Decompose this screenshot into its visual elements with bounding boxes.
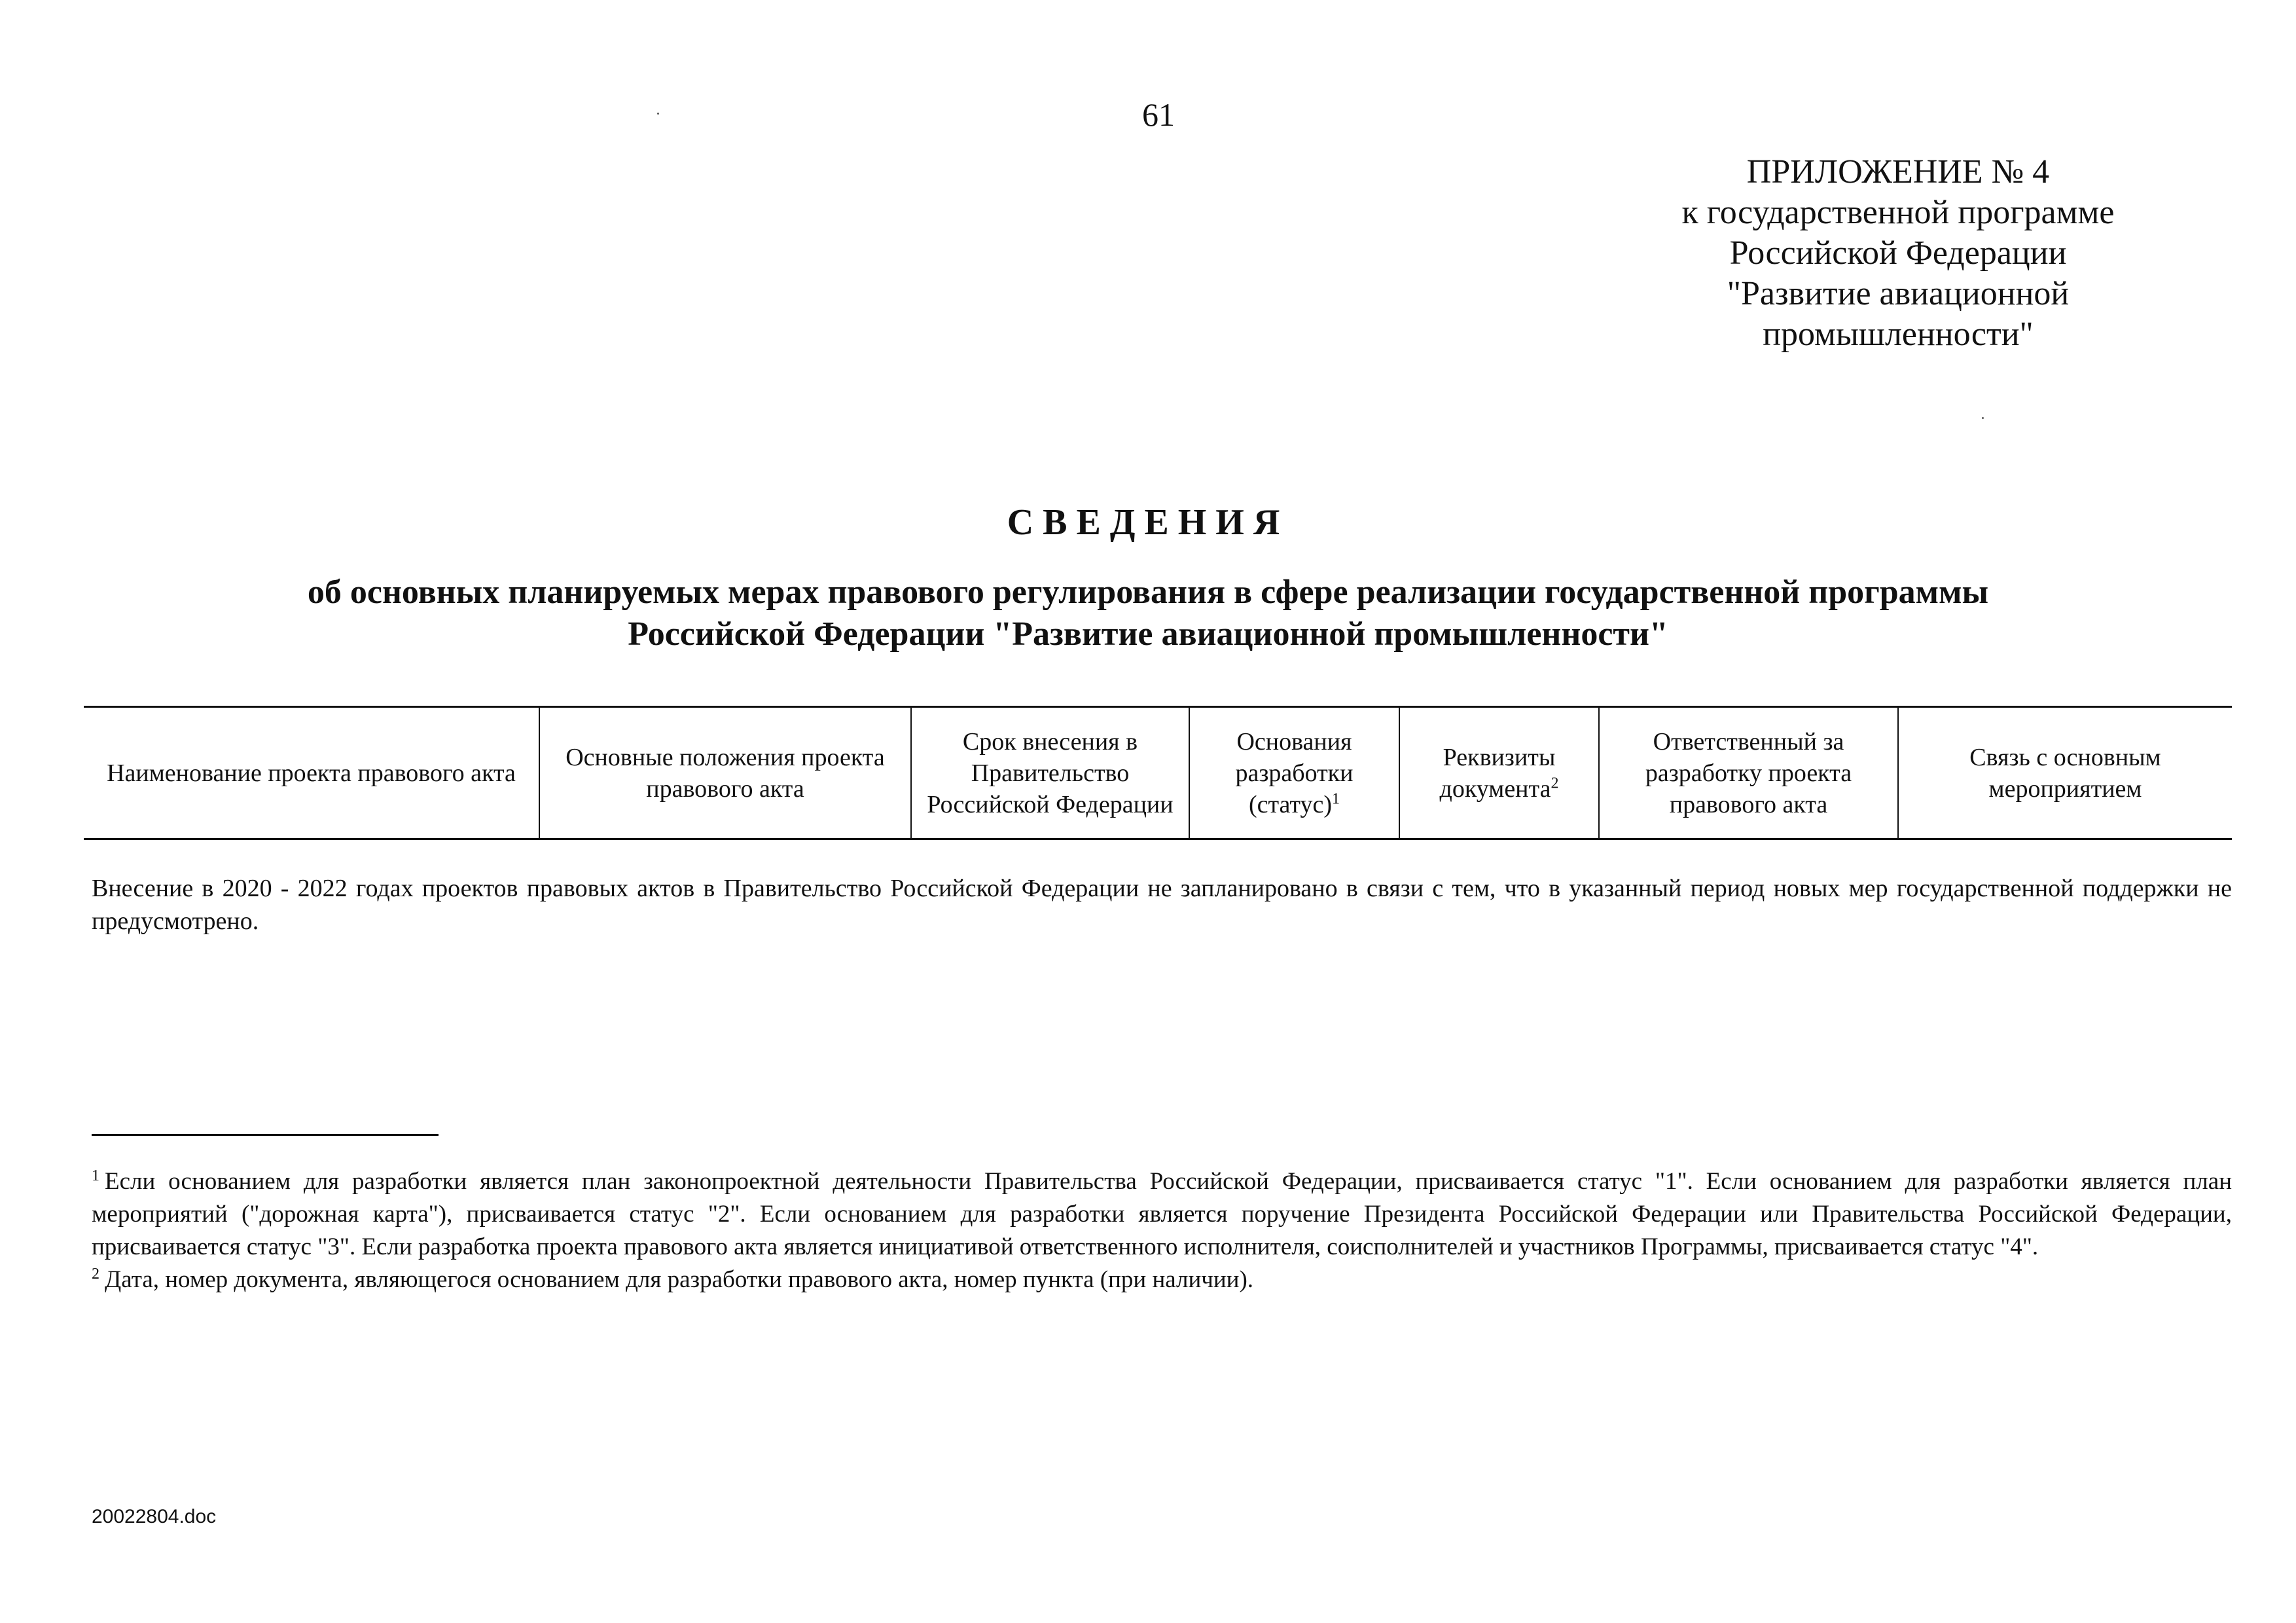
- column-header-development-basis: [1189, 707, 1399, 839]
- appendix-line: "Развитие авиационной: [1727, 275, 2070, 312]
- scan-speck: [1982, 417, 1984, 419]
- footnote-mark: 1: [92, 1167, 99, 1184]
- subtitle-line: Российской Федерации "Развитие авиационной промышленности": [628, 615, 1668, 653]
- column-header-label: Основные положения проекта правового акта: [565, 743, 885, 803]
- footnote-2: [92, 1264, 2232, 1296]
- appendix-line: Российской Федерации: [1729, 234, 2067, 272]
- footnote-mark: 2: [92, 1265, 99, 1283]
- column-header-main-provisions: [539, 707, 911, 839]
- column-header-label: Основания разработки (статус): [1235, 727, 1354, 818]
- column-header-main-activity-link: [1898, 707, 2232, 839]
- document-title: СВЕДЕНИЯ: [1007, 502, 1289, 543]
- appendix-line: к государственной программе: [1681, 194, 2115, 231]
- column-header-label: Реквизиты документа: [1439, 743, 1556, 803]
- notice-text: Внесение в 2020 - 2022 годах проектов правовых актов в Правительство Российской Федерации не запланировано в связи с тем, что в указанный период новых мер государственной поддержки не предусмотрено.: [92, 875, 2232, 935]
- appendix-line: промышленности": [1763, 316, 2034, 353]
- scan-speck: [657, 113, 659, 115]
- column-header-label: Срок внесения в Правительство Российской Федерации: [927, 727, 1174, 818]
- table-header-row: [84, 707, 2232, 839]
- footnote-ref: 1: [1332, 790, 1340, 807]
- column-header-responsible: [1599, 707, 1898, 839]
- footnote-text: Если основанием для разработки является план законопроектной деятельности Правительства Российской Федерации, присваивается статус "1". Если основанием для разработки является план мероприятий ("дорожная карта"), присваивается статус "2". Если основанием для разработки является поручение Президента Российской Федерации или Правительства Российской Федерации, присваивается статус "3". Если разработка проекта правового акта является инициативой ответственного исполнителя, соисполнителей и участников Программы, присваивается статус "4".: [92, 1168, 2232, 1260]
- page-number: 61: [1142, 96, 1175, 133]
- subtitle-line: об основных планируемых мерах правового регулирования в сфере реализации государственной программы: [307, 574, 1989, 611]
- measures-table-header: [84, 706, 2232, 840]
- footnotes: [92, 1165, 2232, 1296]
- footnote-divider: [92, 1134, 439, 1136]
- footnote-text: Дата, номер документа, являющегося основанием для разработки правового акта, номер пункта (при наличии).: [105, 1266, 1254, 1293]
- column-header-label: Ответственный за разработку проекта правового акта: [1645, 727, 1852, 818]
- column-header-document-details: [1399, 707, 1599, 839]
- column-header-label: Связь с основным мероприятием: [1969, 743, 2161, 803]
- column-header-label: Наименование проекта правового акта: [107, 759, 516, 787]
- document-file-code: 20022804.doc: [92, 1506, 217, 1527]
- appendix-block: [1643, 152, 2153, 355]
- column-header-project-name: [84, 707, 539, 839]
- appendix-line: ПРИЛОЖЕНИЕ № 4: [1746, 153, 2050, 191]
- footnote-1: [92, 1165, 2232, 1264]
- column-header-submission-deadline: [911, 707, 1189, 839]
- document-subtitle: [131, 572, 2165, 655]
- footnote-ref: 2: [1551, 774, 1559, 792]
